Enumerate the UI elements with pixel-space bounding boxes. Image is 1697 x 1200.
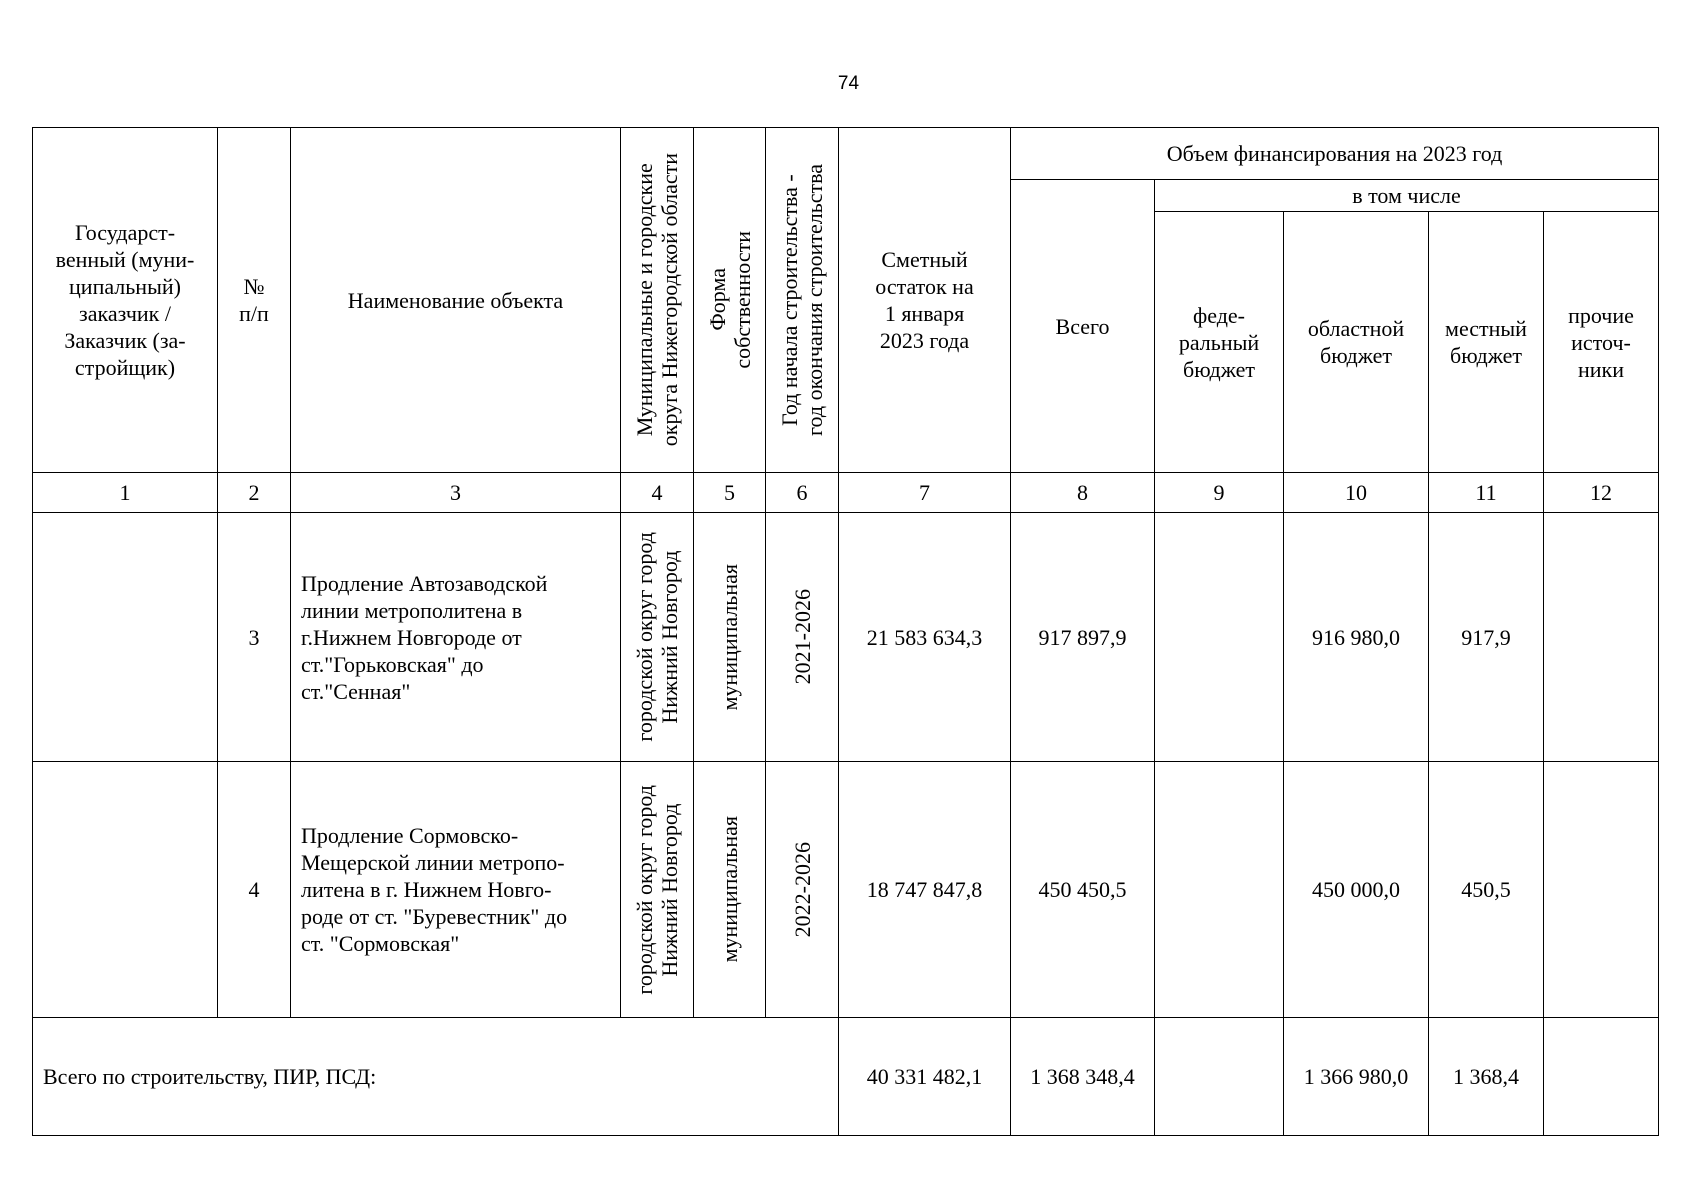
row-district-text: городской округ город Нижний Новгород	[632, 532, 682, 742]
header-years	[766, 128, 839, 473]
header-customer: Государст- венный (муни- ципальный) заказчик / Заказчик (за- стройщик)	[33, 128, 218, 473]
header-estimate: Сметный остаток на 1 января 2023 года	[839, 128, 1011, 473]
row-number: 3	[218, 513, 291, 762]
header-ownership-text: Форма собственности	[704, 231, 755, 369]
row-years	[766, 762, 839, 1018]
column-number: 4	[621, 473, 694, 513]
row-regional: 916 980,0	[1284, 513, 1429, 762]
header-total: Всего	[1011, 180, 1155, 473]
totals-row	[33, 1018, 1659, 1136]
header-object-name: Наименование объекта	[291, 128, 621, 473]
header-number: № п/п	[218, 128, 291, 473]
column-number: 11	[1429, 473, 1544, 513]
header-row-1	[33, 128, 1659, 180]
row-district-text: городской округ город Нижний Новгород	[632, 784, 682, 995]
column-number: 3	[291, 473, 621, 513]
totals-federal	[1155, 1018, 1284, 1136]
totals-local: 1 368,4	[1429, 1018, 1544, 1136]
row-object-name: Продление Автозаводской линии метрополитена в г.Нижнем Новгороде от ст."Горьковская" до ст."Сенная"	[291, 513, 621, 762]
row-estimate: 18 747 847,8	[839, 762, 1011, 1018]
financing-table	[32, 127, 1659, 1136]
row-ownership	[694, 513, 766, 762]
row-ownership-text: муниципальная	[717, 563, 742, 711]
totals-total: 1 368 348,4	[1011, 1018, 1155, 1136]
row-other	[1544, 513, 1659, 762]
totals-label: Всего по строительству, ПИР, ПСД:	[33, 1018, 839, 1136]
row-federal	[1155, 513, 1284, 762]
row-number: 4	[218, 762, 291, 1018]
row-local: 450,5	[1429, 762, 1544, 1018]
table-row	[33, 762, 1659, 1018]
header-funding-title: Объем финансирования на 2023 год	[1011, 128, 1659, 180]
header-district-text: Муниципальные и городские округа Нижегородской области	[632, 153, 682, 447]
row-customer	[33, 762, 218, 1018]
row-estimate: 21 583 634,3	[839, 513, 1011, 762]
column-numbers-row	[33, 473, 1659, 513]
table-row	[33, 513, 1659, 762]
totals-estimate: 40 331 482,1	[839, 1018, 1011, 1136]
row-federal	[1155, 762, 1284, 1018]
row-customer	[33, 513, 218, 762]
row-years	[766, 513, 839, 762]
column-number: 1	[33, 473, 218, 513]
column-number: 5	[694, 473, 766, 513]
row-ownership-text: муниципальная	[717, 816, 742, 963]
column-number: 10	[1284, 473, 1429, 513]
header-federal: феде- ральный бюджет	[1155, 212, 1284, 473]
header-district	[621, 128, 694, 473]
row-other	[1544, 762, 1659, 1018]
column-number: 7	[839, 473, 1011, 513]
row-total: 917 897,9	[1011, 513, 1155, 762]
header-years-text: Год начала строительства - год окончания строительства	[777, 164, 827, 436]
totals-other	[1544, 1018, 1659, 1136]
header-including: в том числе	[1155, 180, 1659, 212]
column-number: 2	[218, 473, 291, 513]
totals-regional: 1 366 980,0	[1284, 1018, 1429, 1136]
row-district	[621, 762, 694, 1018]
row-regional: 450 000,0	[1284, 762, 1429, 1018]
column-number: 12	[1544, 473, 1659, 513]
page-number: 74	[837, 73, 860, 94]
row-total: 450 450,5	[1011, 762, 1155, 1018]
row-years-text: 2022-2026	[789, 841, 815, 938]
column-number: 6	[766, 473, 839, 513]
header-other: прочие источ- ники	[1544, 212, 1659, 473]
column-number: 8	[1011, 473, 1155, 513]
row-local: 917,9	[1429, 513, 1544, 762]
row-district	[621, 513, 694, 762]
header-local: местный бюджет	[1429, 212, 1544, 473]
header-regional: областной бюджет	[1284, 212, 1429, 473]
row-ownership	[694, 762, 766, 1018]
column-number: 9	[1155, 473, 1284, 513]
header-ownership	[694, 128, 766, 473]
row-object-name: Продление Сормовско- Мещерской линии метропо- литена в г. Нижнем Новго- роде от ст. "Буревестник" до ст. "Сормовская"	[291, 762, 621, 1018]
row-years-text: 2021-2026	[789, 589, 815, 685]
